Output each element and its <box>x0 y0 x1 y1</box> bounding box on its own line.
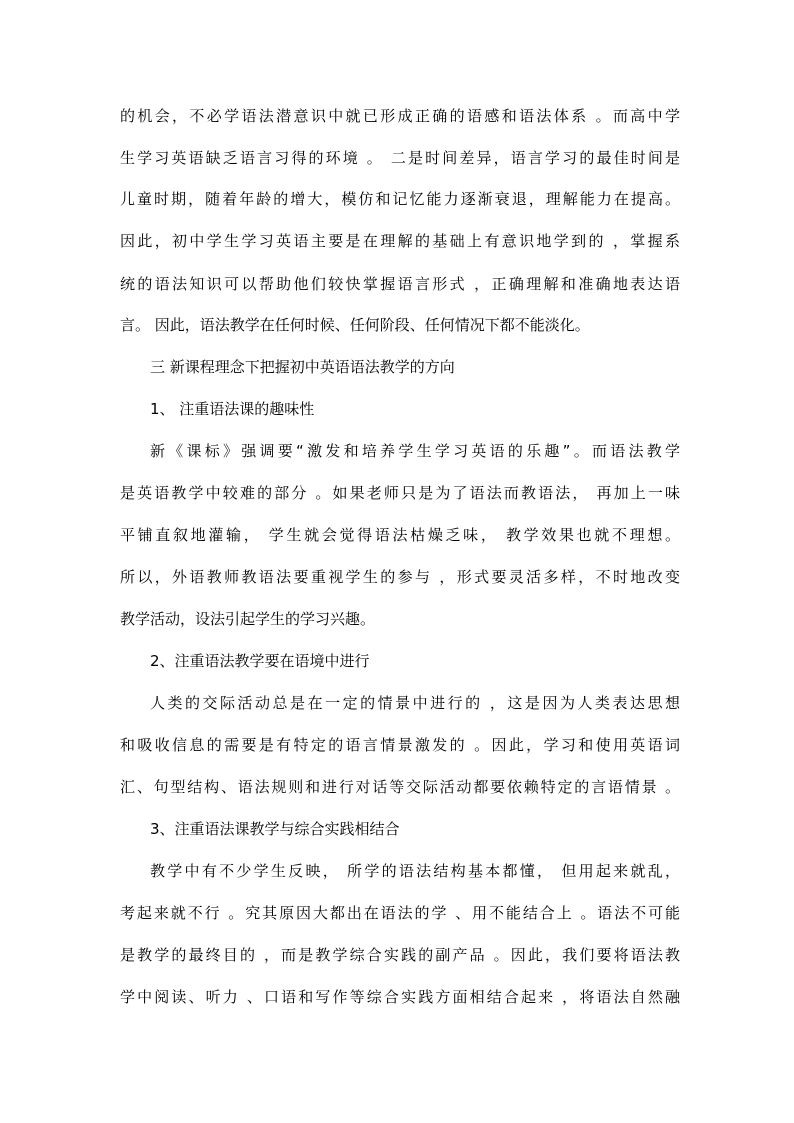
text-line: 新《课标》强调要“激发和培养学生学习英语的乐趣”。而语法教学 <box>150 442 680 460</box>
text-line: 是教学的最终目的 ，而是教学综合实践的副产品 。因此，我们要将语法教 <box>120 946 680 964</box>
text-line: 的机会，不必学语法潜意识中就已形成正确的语感和语法体系 。而高中学 <box>120 107 680 125</box>
subsection-heading: 3、注重语法课教学与综合实践相结合 <box>150 820 400 838</box>
text-line: 言。 因此，语法教学在任何时候、任何阶段、任何情况下都不能淡化。 <box>120 316 590 334</box>
text-line: 和吸收信息的需要是有特定的语言情景激发的 。因此，学习和使用英语词 <box>120 736 680 754</box>
text-line: 所以，外语教师教语法要重视学生的参与 ，形式要灵活多样，不时地改变 <box>120 568 680 586</box>
subsection-heading: 1、 注重语法课的趣味性 <box>150 400 315 418</box>
text-line: 生学习英语缺乏语言习得的环境 。 二是时间差异，语言学习的最佳时间是 <box>120 149 680 167</box>
section-heading: 三 新课程理念下把握初中英语语法教学的方向 <box>150 358 455 376</box>
text-line: 学中阅读、听力 、口语和写作等综合实践方面相结合起来 ，将语法自然融 <box>120 988 680 1006</box>
text-line: 是英语教学中较难的部分 。如果老师只是为了语法而教语法， 再加上一味 <box>120 484 680 502</box>
subsection-heading: 2、注重语法教学要在语境中进行 <box>150 652 370 670</box>
text-line: 教学中有不少学生反映， 所学的语法结构基本都懂， 但用起来就乱， <box>150 862 680 880</box>
text-line: 人类的交际活动总是在一定的情景中进行的 ，这是因为人类表达思想 <box>150 694 680 712</box>
text-line: 统的语法知识可以帮助他们较快掌握语言形式 ，正确理解和准确地表达语 <box>120 275 680 293</box>
text-line: 因此，初中学生学习英语主要是在理解的基础上有意识地学到的 ，掌握系 <box>120 232 680 250</box>
text-line: 教学活动，设法引起学生的学习兴趣。 <box>120 610 376 628</box>
text-line: 平铺直叙地灌输， 学生就会觉得语法枯燥乏味， 教学效果也就不理想。 <box>120 526 680 544</box>
text-line: 考起来就不行 。究其原因大都出在语法的学 、用不能结合上 。语法不可能 <box>120 904 680 922</box>
text-line: 汇、句型结构、语法规则和进行对话等交际活动都要依赖特定的言语情景 。 <box>120 778 680 796</box>
text-line: 儿童时期，随着年龄的增大，模仿和记忆能力逐渐衰退，理解能力在提高。 <box>120 190 680 208</box>
